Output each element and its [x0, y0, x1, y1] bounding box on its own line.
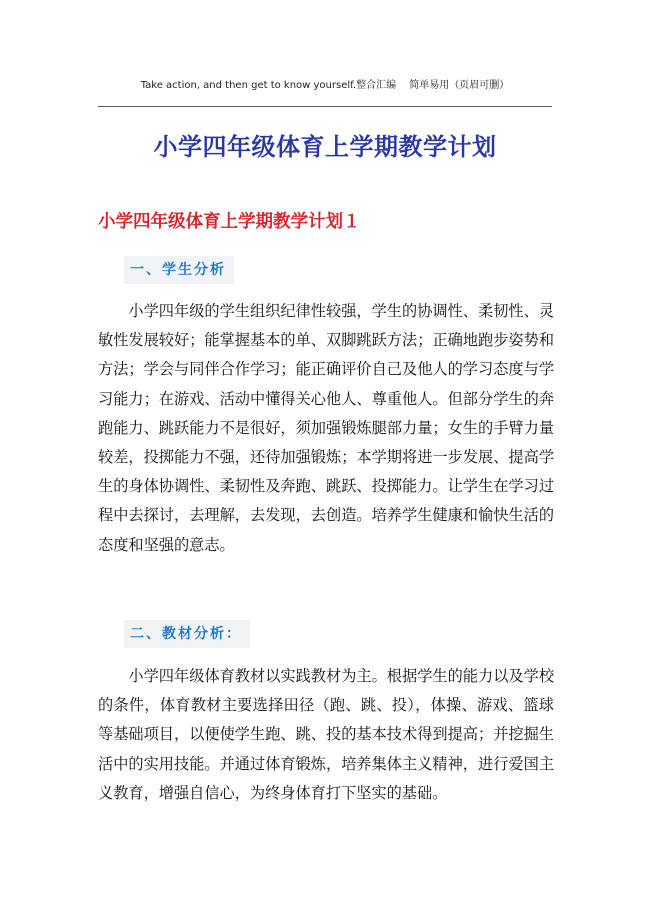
section-body-student-analysis: 小学四年级的学生组织纪律性较强，学生的协调性、柔韧性、灵敏性发展较好；能掌握基本的单、双脚跳跃方法；正确地跑步姿势和方法；学会与同伴合作学习；能正确评价自己及他人的学习态度与学习能力；在游戏、活动中懂得关心他人、尊重他人。但部分学生的奔跑能力、跳跃能力不是很好，须加强锻炼腿部力量；女生的手臂力量较差，投掷能力不强，还待加强锻炼；本学期将进一步发展、提高学生的身体协调性、柔韧性及奔跑、跳跃、投掷能力。让学生在学习过程中去探讨，去理解，去发现，去创造。培养学生健康和愉快生活的态度和坚强的意志。 [98, 302, 554, 554]
document-subtitle: 小学四年级体育上学期教学计划１ [98, 212, 361, 232]
section-heading-material-analysis: 二、教材分析： [124, 620, 250, 648]
page-header: Take action, and then get to know yourself.整合汇编 简单易用（页眉可删） [140, 80, 510, 91]
section-body-material-analysis: 小学四年级体育教材以实践教材为主。根据学生的能力以及学校的条件，体育教材主要选择田径（跑、跳、投），体操、游戏、篮球等基础项目，以便使学生跑、跳、投的基本技术得到提高；并挖掘生活中的实用技能。并通过体育锻炼，培养集体主义精神，进行爱国主义教育，增强自信心，为终身体育打下坚实的基础。 [98, 667, 554, 802]
document-title: 小学四年级体育上学期教学计划 [153, 132, 497, 161]
header-divider [98, 106, 552, 107]
section-heading-student-analysis: 一、学生分析 [124, 256, 234, 284]
